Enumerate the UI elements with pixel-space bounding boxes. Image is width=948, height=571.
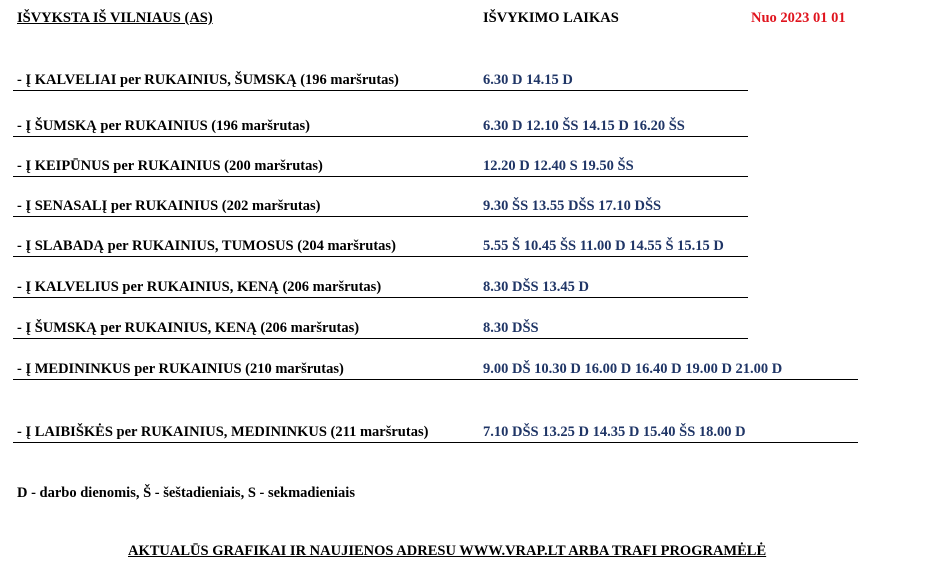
- route-row: [0, 198, 948, 220]
- route-row: [0, 118, 948, 140]
- route-row: [0, 158, 948, 180]
- route-destination: - Į SLABADĄ per RUKAINIUS, TUMOSUS (204 maršrutas): [17, 238, 396, 254]
- departure-time-column-header: IŠVYKIMO LAIKAS: [483, 10, 619, 26]
- website-notice: AKTUALŪS GRAFIKAI IR NAUJIENOS ADRESU WWW.VRAP.LT ARBA TRAFI PROGRAMĖLĖ: [128, 543, 767, 559]
- route-departure-times: 6.30 D 12.10 ŠS 14.15 D 16.20 ŠS: [483, 118, 685, 134]
- route-destination: - Į LAIBIŠKĖS per RUKAINIUS, MEDININKUS (211 maršrutas): [17, 424, 429, 440]
- route-destination: - Į ŠUMSKĄ per RUKAINIUS (196 maršrutas): [17, 118, 310, 134]
- route-destination: - Į KALVELIUS per RUKAINIUS, KENĄ (206 maršrutas): [17, 279, 382, 295]
- route-row: [0, 424, 948, 446]
- route-row: [0, 320, 948, 342]
- route-departure-times: 8.30 DŠS: [483, 320, 539, 336]
- route-departure-times: 9.00 DŠ 10.30 D 16.00 D 16.40 D 19.00 D 21.00 D: [483, 361, 783, 377]
- route-destination: - Į ŠUMSKĄ per RUKAINIUS, KENĄ (206 maršrutas): [17, 320, 360, 336]
- row-divider: [13, 136, 748, 137]
- destination-column-header: IŠVYKSTA IŠ VILNIAUS (AS): [17, 10, 213, 26]
- route-departure-times: 12.20 D 12.40 S 19.50 ŠS: [483, 158, 634, 174]
- row-divider: [13, 442, 858, 443]
- row-divider: [13, 90, 748, 91]
- valid-from-date: Nuo 2023 01 01: [751, 10, 846, 26]
- row-divider: [13, 176, 748, 177]
- route-departure-times: 8.30 DŠS 13.45 D: [483, 279, 589, 295]
- route-destination: - Į KALVELIAI per RUKAINIUS, ŠUMSKĄ (196 maršrutas): [17, 72, 399, 88]
- day-code-legend: D - darbo dienomis, Š - šeštadieniais, S - sekmadieniais: [17, 485, 355, 501]
- route-departure-times: 6.30 D 14.15 D: [483, 72, 573, 88]
- route-departure-times: 9.30 ŠS 13.55 DŠS 17.10 DŠS: [483, 198, 662, 214]
- row-divider: [13, 297, 748, 298]
- route-row: [0, 279, 948, 301]
- row-divider: [13, 379, 858, 380]
- route-departure-times: 5.55 Š 10.45 ŠS 11.00 D 14.55 Š 15.15 D: [483, 238, 724, 254]
- route-destination: - Į SENASALĮ per RUKAINIUS (202 maršrutas): [17, 198, 321, 214]
- row-divider: [13, 216, 748, 217]
- route-row: [0, 361, 948, 383]
- route-destination: - Į KEIPŪNUS per RUKAINIUS (200 maršrutas): [17, 158, 323, 174]
- route-departure-times: 7.10 DŠS 13.25 D 14.35 D 15.40 ŠS 18.00 D: [483, 424, 746, 440]
- row-divider: [13, 256, 748, 257]
- route-row: [0, 72, 948, 94]
- row-divider: [13, 338, 748, 339]
- route-row: [0, 238, 948, 260]
- route-destination: - Į MEDININKUS per RUKAINIUS (210 maršrutas): [17, 361, 344, 377]
